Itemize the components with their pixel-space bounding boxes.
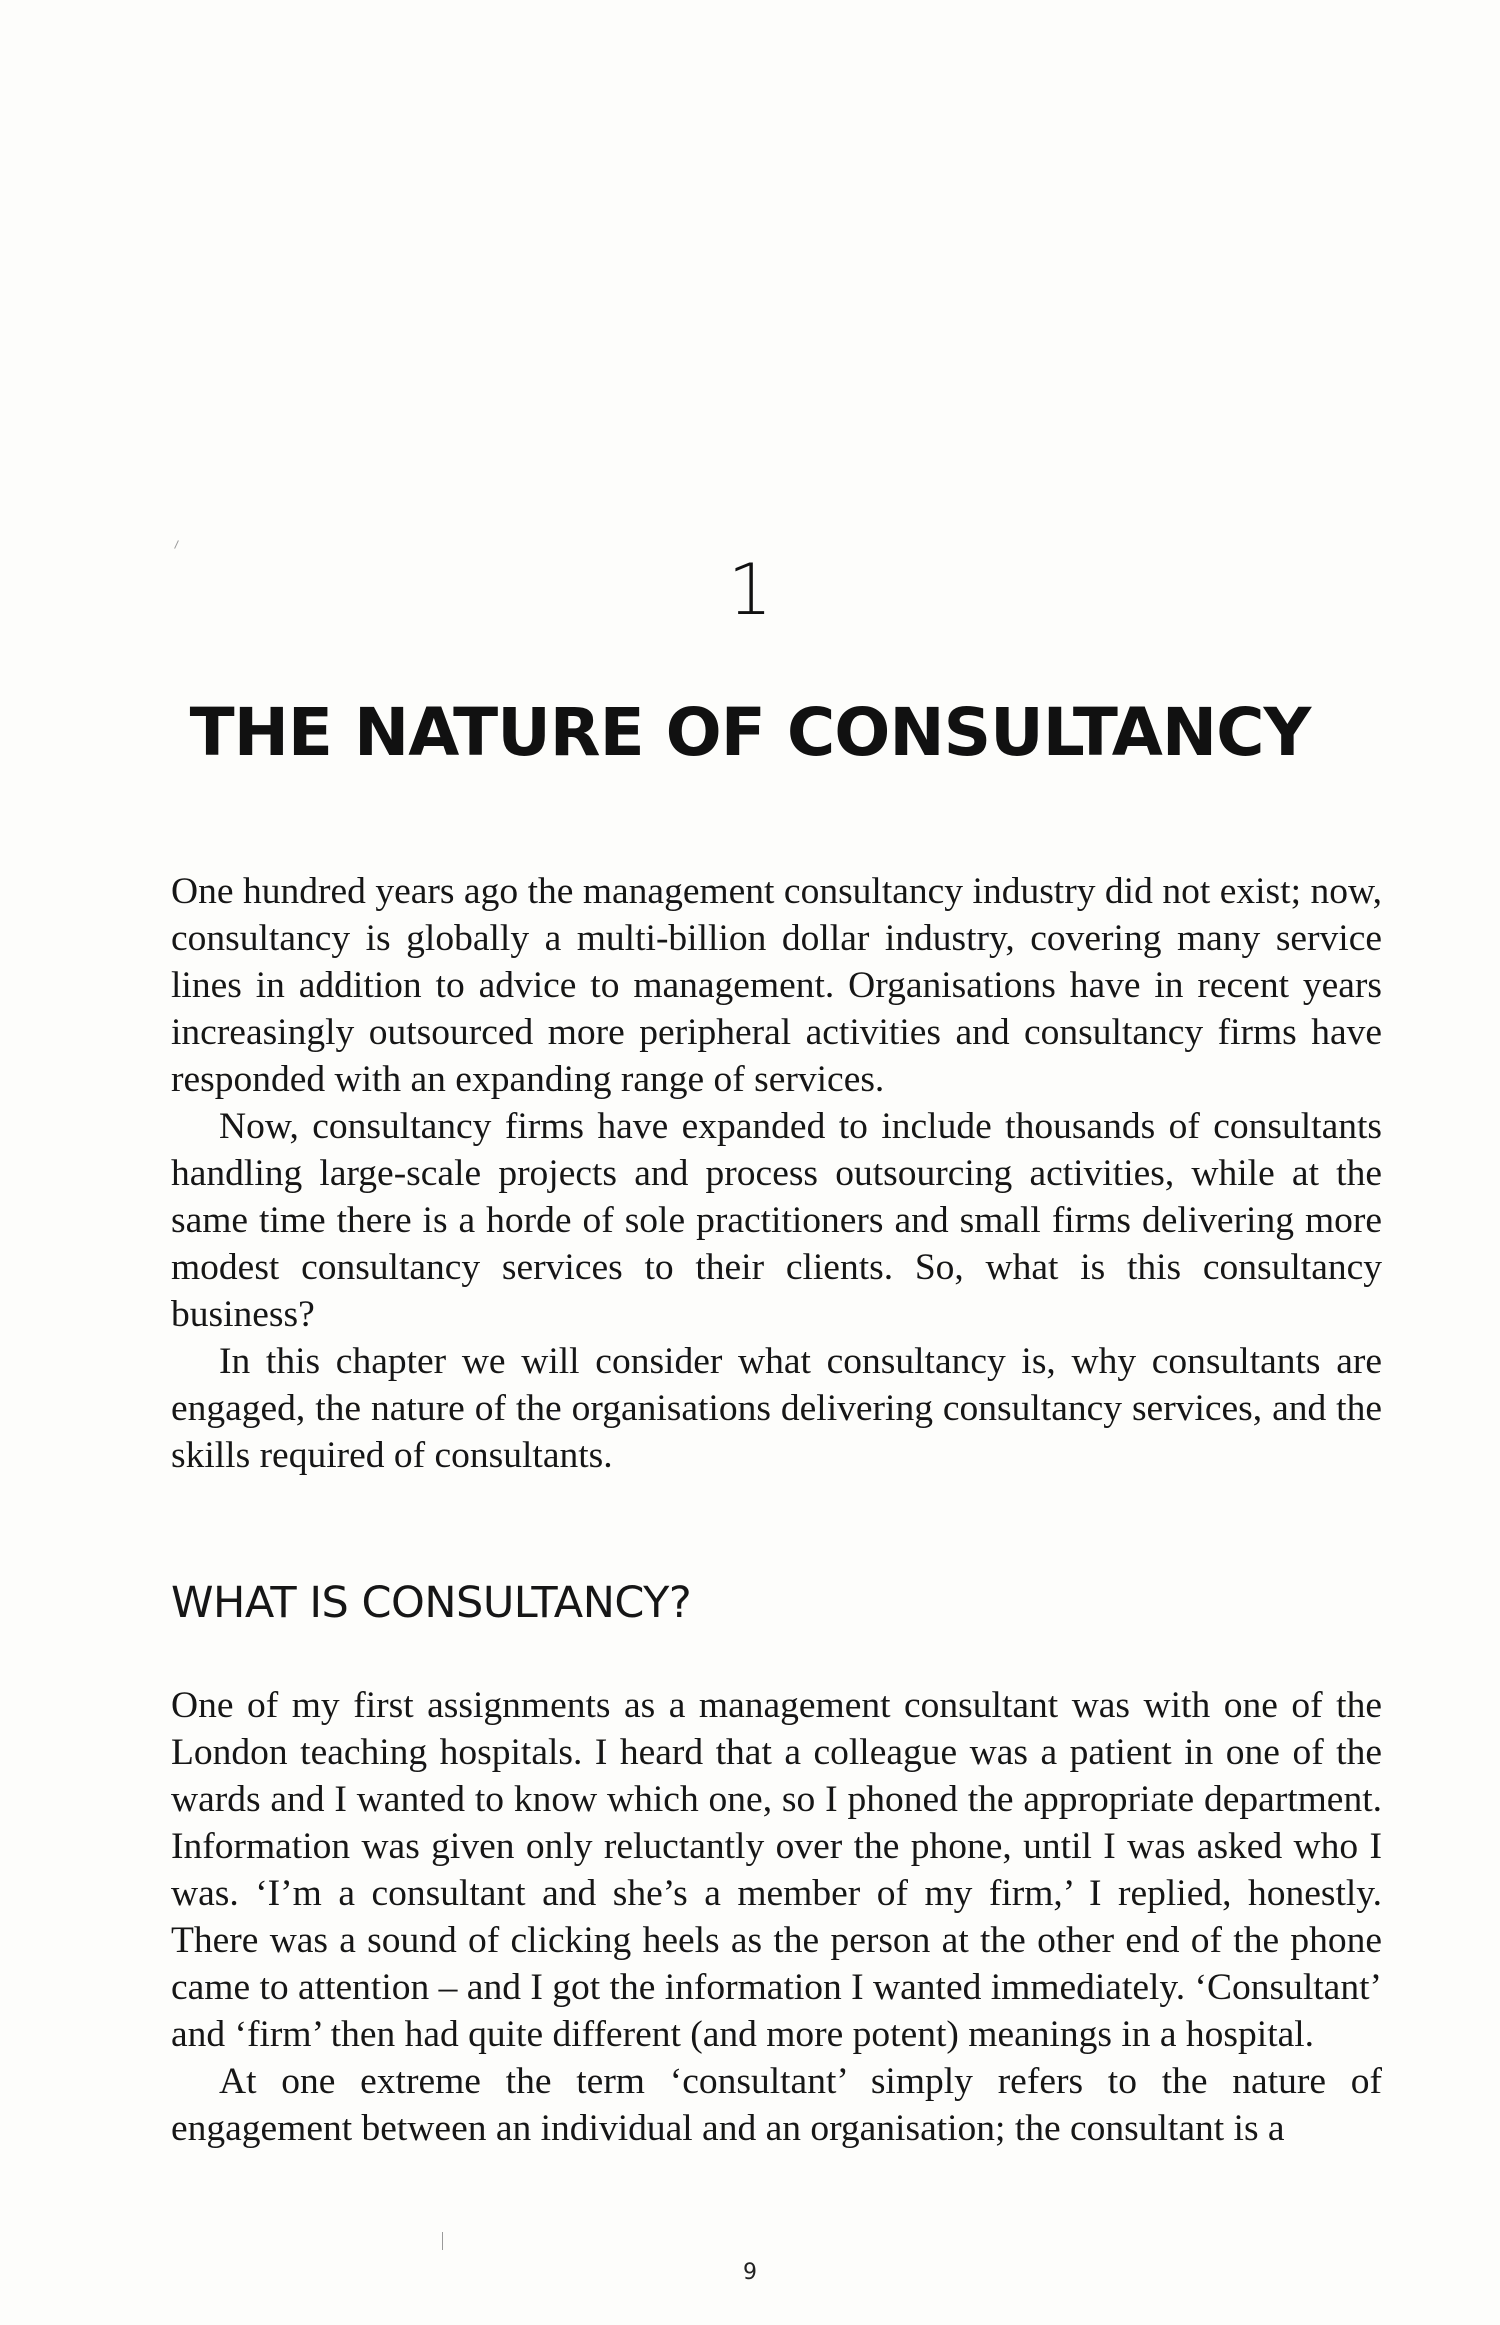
paragraph: Now, consultancy firms have expanded to include thousands of consultants handling large-scale projects and process outsourcing activities, while at the same time there is a horde of sole practitioners and small firms delivering more modest consultancy services to their clients. So, what is this consultancy business?	[171, 1106, 1382, 1335]
scan-mark	[442, 2232, 443, 2250]
scan-mark	[174, 540, 179, 549]
section-heading: WHAT IS CONSULTANCY?	[171, 1578, 692, 1628]
section-text	[171, 1682, 1382, 2152]
chapter-number: 1	[727, 549, 773, 631]
paragraph: In this chapter we will consider what consultancy is, why consultants are engaged, the nature of the organisations delivering consultancy services, and the skills required of consultants.	[171, 1341, 1382, 1476]
paragraph: One of my first assignments as a management consultant was with one of the London teaching hospitals. I heard that a colleague was a patient in one of the wards and I wanted to know which one, so I phoned the appropriate department. Information was given only reluctantly over the phone, until I was asked who I was. ‘I’m a consultant and she’s a member of my firm,’ I replied, honestly. There was a sound of clicking heels as the person at the other end of the phone came to attention – and I got the information I wanted immediately. ‘Consultant’ and ‘firm’ then had quite different (and more potent) meanings in a hospital.	[171, 1685, 1382, 2055]
page-number: 9	[743, 2260, 757, 2285]
intro-text	[171, 868, 1382, 1479]
paragraph: One hundred years ago the management consultancy industry did not exist; now, consultancy is globally a multi-billion dollar industry, covering many service lines in addition to advice to management. Organisations have in recent years increasingly outsourced more peripheral activities and consultancy firms have responded with an expanding range of services.	[171, 871, 1382, 1100]
chapter-title: THE NATURE OF CONSULTANCY	[189, 694, 1311, 771]
paragraph: At one extreme the term ‘consultant’ simply refers to the nature of engagement between an individual and an organisation; the consultant is a	[171, 2061, 1382, 2149]
